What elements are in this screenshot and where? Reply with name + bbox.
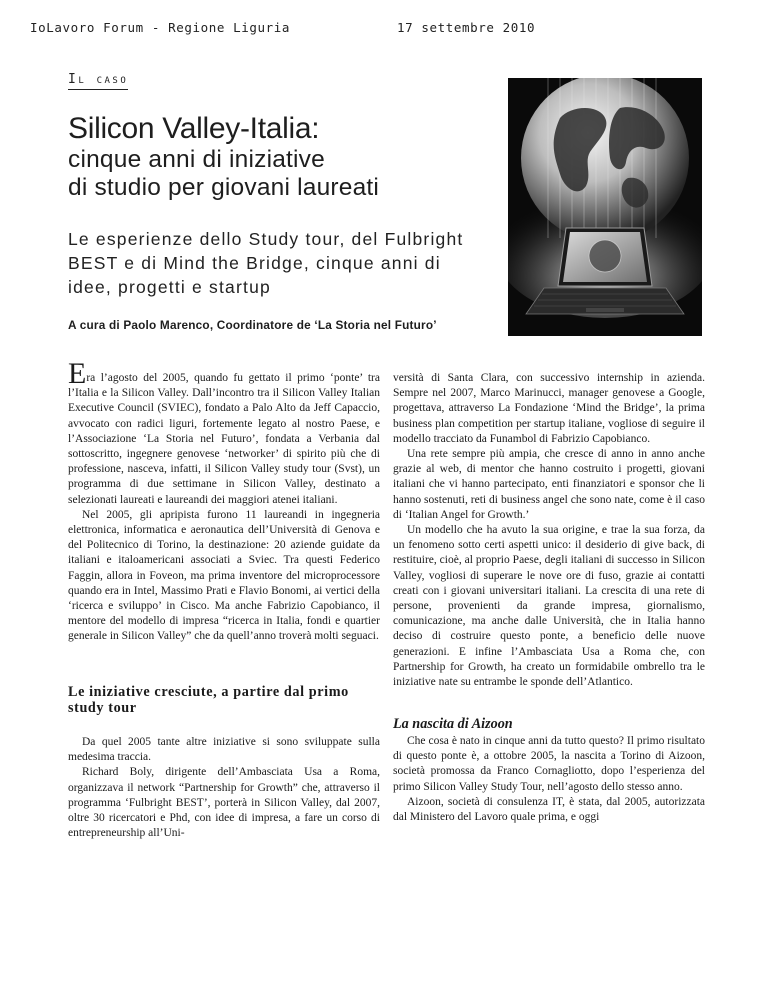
article-title bbox=[68, 112, 468, 202]
globe-over-laptop-illustration bbox=[508, 78, 702, 336]
paragraph: Aizoon, società di consulenza IT, è stata, dal 2005, autorizzata dal Ministero del Lavoro quale prima, e oggi bbox=[393, 795, 705, 824]
paragraph: versità di Santa Clara, con successivo internship in azienda. Sempre nel 2007, Marco Marinucci, manager genovese a Google, progettava, attraverso La Fondazione ‘Mind the Bridge’, la prima business plan competition per startup italiane, vogliose di seguire il modello tracciato da Funambol di Fabrizio Capobianco. bbox=[393, 372, 705, 445]
globe-laptop-image bbox=[508, 78, 702, 336]
paragraph-text: ra l’agosto del 2005, quando fu gettato il primo ‘ponte’ tra l’Italia e la Silicon Valley. Dall’incontro tra il Silicon Valley Italian Executive Council (SVIEC), fondato a Palo Alto da Jeff Capaccio, avvocato con radici liguri, fortemente legato al nostro Paese, e l’Associazione ‘La Storia nel Futuro’, fondata a Verbania dal sottoscritto, ingegnere genovese ‘networker’ di spirito più che di professione, nasceva, infatti, il Silicon Valley study tour (Svst), un programma di due settimane in Silicon Valley, destinato a selezionati laureati e laureandi dei maggiori atenei italiani. bbox=[68, 372, 380, 506]
title-line-3: di studio per giovani laureati bbox=[68, 174, 380, 201]
title-line-2: cinque anni di iniziative bbox=[68, 146, 325, 173]
right-column-continued bbox=[393, 734, 705, 825]
running-header-date: 17 settembre 2010 bbox=[397, 20, 536, 35]
paragraph: Un modello che ha avuto la sua origine, e trae la sua forza, da un fenomeno sotto certi aspetti unico: il desiderio di give back, di restituire, cioè, al proprio Paese, degli italiani di successo in Silicon Valley, vogliosi di superare le nove ore di fuso, grazie ai contatti creati con i giovani universitari italiani. La crescita di una rete di persone, provenienti da grande impresa, giornalismo, comunicazione, ma anche dalle Università, che in Italia hanno deciso di costruire questo ponte, a beneficio delle nuove generazioni. E infine l’Ambasciata Usa a Roma che, con Partnership for Growth, ha creato un formidabile ombrello tra le iniziative nate su entrambe le sponde dell’Atlantico. bbox=[393, 524, 705, 689]
right-column bbox=[393, 371, 705, 690]
paragraph: Una rete sempre più ampia, che cresce di anno in anno anche grazie al web, di mentor che hanno costruito i progetti, giovani italiani che vi hanno partecipato, enti finanziatori e sponsor che li hanno sostenuti, reti di business angel che sono nate, come è il caso di ‘Italian Angel for Growth.’ bbox=[393, 448, 705, 521]
paragraph: Da quel 2005 tante altre iniziative si sono sviluppate sulla medesima traccia. bbox=[68, 736, 380, 764]
running-header-publication: IoLavoro Forum - Regione Liguria bbox=[30, 20, 291, 35]
paragraph: Nel 2005, gli apripista furono 11 laureandi in ingegneria elettronica, informatica e aeronautica dell’Università di Genova e del Politecnico di Torino, la destinazione: 20 aziende guidate da italiani e italoamericani associati a Sviec. Tra questi Federico Faggin, allora in Foveon, ma prima inventore del microprocessore quando era in Intel, Massimo Prati e Flavio Bonomi, ai vertici della ‘ricerca e sviluppo’ in Cisco. Ma anche Fabrizio Capobianco, il mentore del modello di impresa “ricerca in Italia, fondi e quartier generale in Silicon Valley” che da quell’anno troverà molti seguaci. bbox=[68, 508, 380, 643]
left-column-intro bbox=[68, 357, 380, 645]
article-subtitle: Le esperienze dello Study tour, del Fulbright BEST e di Mind the Bridge, cinque anni di idee, progetti e startup bbox=[68, 229, 464, 297]
section-heading: Le iniziative cresciute, a partire dal primo study tour bbox=[68, 684, 349, 716]
section-label: Il caso bbox=[68, 72, 128, 90]
drop-cap: E bbox=[68, 357, 87, 390]
paragraph: Richard Boly, dirigente dell’Ambasciata Usa a Roma, organizzava il network “Partnership for Growth” che, attraverso il programma ‘Fulbright BEST’, porterà in Silicon Valley, dal 2007, oltre 30 ricercatori e Phd, con idee di impresa, a fare un corso di entrepreneurship all’Uni- bbox=[68, 766, 380, 840]
left-column-continued bbox=[68, 735, 380, 841]
title-line-1: Silicon Valley-Italia: bbox=[68, 112, 320, 145]
paragraph: Che cosa è nato in cinque anni da tutto questo? Il primo risultato di questo ponte è, a ottobre 2005, la nascita a Torino di Aizoon, società promossa da Franco Cornagliotto, dopo l’esperienza del primo Silicon Valley Study Tour, nell’agosto dello stesso anno. bbox=[393, 735, 705, 793]
article-byline: A cura di Paolo Marenco, Coordinatore de ‘La Storia nel Futuro’ bbox=[68, 318, 437, 332]
paragraph bbox=[68, 357, 380, 508]
section-heading-aizoon: La nascita di Aizoon bbox=[393, 716, 513, 732]
